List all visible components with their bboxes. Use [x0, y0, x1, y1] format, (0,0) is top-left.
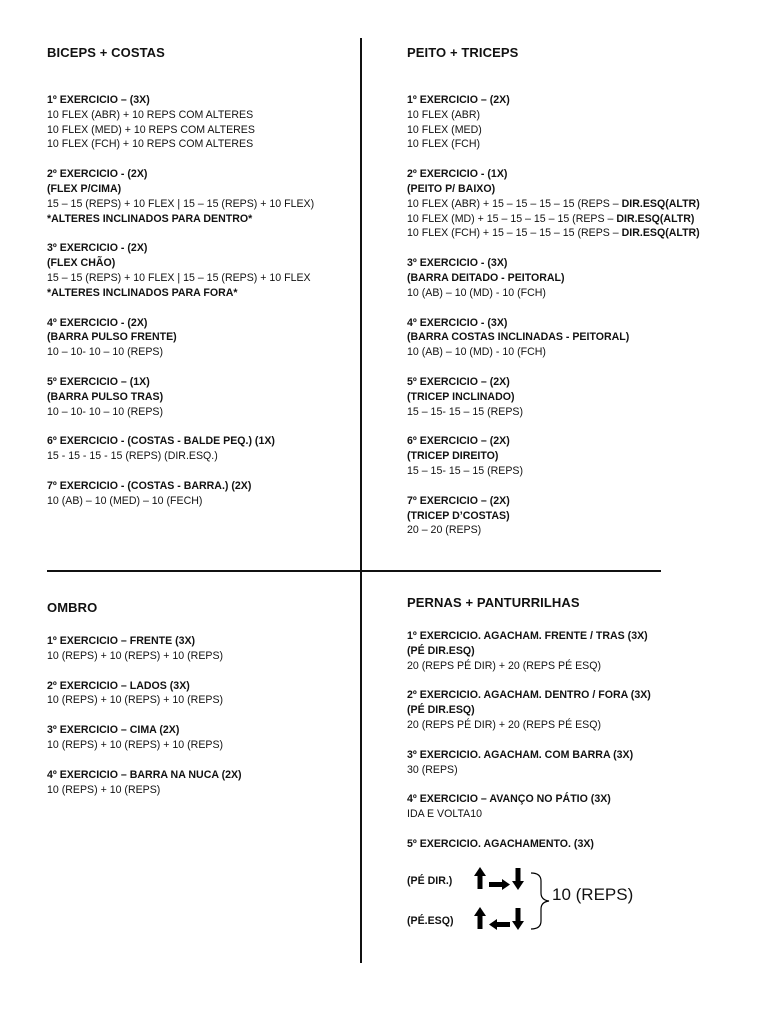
exercise-detail [47, 123, 352, 138]
exercise-heading [47, 212, 352, 227]
line-text: 2º EXERCICIO. AGACHAM. DENTRO / FORA (3X) [407, 689, 651, 702]
exercise-detail [407, 464, 757, 479]
exercise-block [407, 256, 757, 300]
exercise-block [47, 679, 352, 709]
exercise-detail [47, 137, 352, 152]
exercise-heading [407, 509, 757, 524]
line-text: 4º EXERCICIO - (3X) [407, 316, 508, 329]
line-text: 10 FLEX (FCH) + 10 REPS COM ALTERES [47, 138, 254, 151]
exercise-block [47, 241, 352, 300]
exercise-heading [47, 286, 352, 301]
exercise-detail [407, 659, 757, 674]
line-text: (TRICEP D’COSTAS) [407, 509, 510, 522]
exercise-detail [407, 523, 757, 538]
section-title: PERNAS + PANTURRILHAS [407, 595, 580, 610]
line-text: 15 – 15- 15 – 15 (REPS) [407, 405, 524, 418]
section-peito-triceps [407, 46, 757, 553]
section-pernas-panturrilhas [407, 596, 757, 947]
exercise-detail [407, 807, 757, 822]
arrow-down-icon [512, 908, 524, 930]
line-text: 10 FLEX (FCH) + 15 – 15 – 15 – 15 (REPS – [407, 227, 622, 240]
left-foot-arrows [473, 907, 529, 935]
line-text: 10 FLEX (MED) [407, 123, 482, 136]
exercise-detail [407, 718, 757, 733]
exercise-detail [407, 123, 757, 138]
line-text: 20 (REPS PÉ DIR) + 20 (REPS PÉ ESQ) [407, 659, 601, 672]
line-text: 10 (REPS) + 10 (REPS) + 10 (REPS) [47, 649, 224, 662]
exercise-detail [47, 271, 352, 286]
exercise-block [47, 634, 352, 664]
line-text: (TRICEP DIREITO) [407, 450, 499, 463]
exercise-heading [407, 748, 757, 763]
exercise-heading [47, 679, 352, 694]
line-text: 6º EXERCICIO – (2X) [407, 435, 510, 448]
exercise-block [407, 688, 757, 732]
line-text: (BARRA PULSO TRAS) [47, 390, 164, 403]
exercise-list [47, 93, 352, 509]
exercise-heading [47, 256, 352, 271]
exercise-heading [47, 93, 352, 108]
exercise-heading [407, 256, 757, 271]
line-text: 1º EXERCICIO. AGACHAM. FRENTE / TRAS (3X) [407, 630, 648, 642]
exercise-heading [47, 375, 352, 390]
exercise-detail [407, 286, 757, 301]
exercise-heading [47, 241, 352, 256]
exercise-heading [47, 434, 352, 449]
exercise-heading [407, 494, 757, 509]
exercise-heading [407, 703, 757, 718]
exercise-heading [47, 182, 352, 197]
line-text: 20 (REPS PÉ DIR) + 20 (REPS PÉ ESQ) [407, 718, 601, 731]
line-text: (PÉ DIR.ESQ) [407, 704, 475, 717]
exercise-heading [47, 167, 352, 182]
exercise-block [47, 723, 352, 753]
line-text: 3º EXERCICIO - (3X) [407, 257, 508, 270]
exercise-heading [47, 316, 352, 331]
line-text: *ALTERES INCLINADOS PARA DENTRO* [47, 212, 253, 225]
line-text: 1º EXERCICIO – (3X) [47, 94, 150, 106]
line-text: 10 FLEX (FCH) [407, 138, 480, 151]
exercise-heading [47, 768, 352, 783]
exercise-detail [47, 449, 352, 464]
exercise-heading [47, 330, 352, 345]
exercise-block [407, 629, 757, 673]
exercise-detail [47, 108, 352, 123]
line-text: 15 – 15 (REPS) + 10 FLEX | 15 – 15 (REPS) + 10 FLEX) [47, 197, 315, 210]
line-suffix: DIR.ESQ(ALTR) [616, 212, 695, 225]
exercise-block [407, 748, 757, 778]
section-title: OMBRO [47, 600, 98, 615]
line-text: 10 FLEX (MD) + 15 – 15 – 15 – 15 (REPS – [407, 212, 617, 225]
line-text: 10 (AB) – 10 (MED) – 10 (FECH) [47, 494, 203, 507]
right-foot-arrows [473, 867, 529, 895]
exercise-heading [407, 644, 757, 659]
exercise-detail [47, 693, 352, 708]
exercise-block [47, 434, 352, 464]
reps-label: 10 (REPS) [552, 884, 634, 904]
exercise-block [47, 167, 352, 226]
line-text: 10 – 10- 10 – 10 (REPS) [47, 346, 164, 359]
exercise-block [407, 375, 757, 419]
exercise-detail [407, 405, 757, 420]
line-text: (BARRA COSTAS INCLINADAS - PEITORAL) [407, 331, 630, 344]
right-foot-label: (PÉ DIR.) [407, 874, 453, 887]
arrow-down-icon [512, 868, 524, 890]
line-text: 10 (REPS) + 10 (REPS) [47, 783, 161, 796]
line-text: 4º EXERCICIO - (2X) [47, 316, 148, 329]
exercise-block [407, 792, 757, 822]
exercise-detail [47, 345, 352, 360]
exercise-detail [407, 763, 757, 778]
line-text: 20 – 20 (REPS) [407, 524, 482, 537]
line-text: (PEITO P/ BAIXO) [407, 182, 496, 195]
section-title: BICEPS + COSTAS [47, 45, 165, 60]
line-text: 15 - 15 - 15 - 15 (REPS) (DIR.ESQ.) [47, 450, 218, 463]
exercise-heading [47, 390, 352, 405]
exercise-block [47, 316, 352, 360]
exercise-heading [407, 434, 757, 449]
exercise-heading [407, 390, 757, 405]
line-text: 10 (AB) – 10 (MD) - 10 (FCH) [407, 286, 546, 299]
line-text: 10 FLEX (ABR) + 15 – 15 – 15 – 15 (REPS – [407, 197, 622, 210]
arrow-up-icon [474, 907, 486, 929]
arrow-left-icon [489, 919, 510, 930]
line-text: (TRICEP INCLINADO) [407, 390, 515, 403]
exercise-heading [407, 93, 757, 108]
line-text: 10 (REPS) + 10 (REPS) + 10 (REPS) [47, 738, 224, 751]
line-text: 10 (AB) – 10 (MD) - 10 (FCH) [407, 346, 546, 359]
exercise-block [407, 434, 757, 478]
exercise-heading [407, 375, 757, 390]
line-text: 10 (REPS) + 10 (REPS) + 10 (REPS) [47, 694, 224, 707]
exercise-list [407, 93, 757, 538]
exercise-heading [407, 688, 757, 703]
exercise-heading [407, 837, 757, 852]
exercise-block [407, 494, 757, 538]
line-text: 5º EXERCICIO – (1X) [47, 375, 150, 388]
exercise-list [407, 629, 757, 852]
line-text: 15 – 15- 15 – 15 (REPS) [407, 464, 524, 477]
exercise-block [407, 837, 757, 852]
line-text: 4º EXERCICIO – BARRA NA NUCA (2X) [47, 768, 242, 781]
exercise-heading [407, 271, 757, 286]
line-suffix: DIR.ESQ(ALTR) [621, 197, 700, 210]
line-text: 7º EXERCICIO - (COSTAS - BARRA.) (2X) [47, 479, 252, 492]
section-ombro [47, 601, 352, 812]
exercise-detail [47, 405, 352, 420]
line-text: 10 FLEX (ABR) + 10 REPS COM ALTERES [47, 108, 254, 121]
line-text: 1º EXERCICIO – (2X) [407, 94, 510, 106]
exercise-detail [47, 738, 352, 753]
line-text: 4º EXERCICIO – AVANÇO NO PÁTIO (3X) [407, 793, 611, 806]
exercise-block [47, 768, 352, 798]
line-text: IDA E VOLTA10 [407, 808, 482, 821]
exercise-heading [407, 167, 757, 182]
horizontal-divider [47, 570, 661, 572]
exercise-block [407, 93, 757, 152]
line-text: (FLEX P/CIMA) [47, 182, 122, 195]
line-text: 3º EXERCICIO - (2X) [47, 242, 148, 255]
exercise-detail [47, 783, 352, 798]
exercise-detail [47, 197, 352, 212]
exercise-block [47, 375, 352, 419]
exercise-heading [407, 449, 757, 464]
exercise-heading [407, 182, 757, 197]
line-text: 2º EXERCICIO - (2X) [47, 168, 148, 181]
section-biceps-costas [47, 46, 352, 524]
line-text: 2º EXERCICIO - (1X) [407, 168, 508, 181]
brace-icon [529, 871, 553, 931]
exercise-detail [407, 137, 757, 152]
exercise-list [47, 634, 352, 797]
line-text: (FLEX CHÃO) [47, 257, 116, 270]
section-title: PEITO + TRICEPS [407, 45, 519, 60]
exercise-heading [407, 316, 757, 331]
line-text: (BARRA PULSO FRENTE) [47, 331, 177, 344]
exercise-detail [47, 494, 352, 509]
exercise-heading [407, 330, 757, 345]
arrow-up-icon [474, 867, 486, 889]
exercise-detail [407, 345, 757, 360]
line-text: 5º EXERCICIO. AGACHAMENTO. (3X) [407, 837, 594, 850]
exercise-detail [407, 197, 757, 212]
line-text: 5º EXERCICIO – (2X) [407, 375, 510, 388]
line-text: *ALTERES INCLINADOS PARA FORA* [47, 286, 238, 299]
exercise-block [407, 167, 757, 241]
left-foot-label: (PÉ.ESQ) [407, 914, 454, 927]
line-text: 10 FLEX (MED) + 10 REPS COM ALTERES [47, 123, 255, 136]
line-text: 2º EXERCICIO – LADOS (3X) [47, 679, 190, 692]
line-text: 3º EXERCICIO. AGACHAM. COM BARRA (3X) [407, 748, 634, 761]
exercise-heading [47, 723, 352, 738]
line-text: 30 (REPS) [407, 763, 458, 776]
exercise-block [47, 93, 352, 152]
line-text: 7º EXERCICIO – (2X) [407, 494, 510, 507]
arrow-right-icon [489, 879, 510, 890]
exercise-heading [47, 634, 352, 649]
line-text: (BARRA DEITADO - PEITORAL) [407, 271, 565, 284]
line-text: 1º EXERCICIO – FRENTE (3X) [47, 635, 196, 647]
line-text: 3º EXERCICIO – CIMA (2X) [47, 724, 180, 737]
exercise-heading [47, 479, 352, 494]
foot-direction-diagram [407, 867, 757, 947]
line-text: (PÉ DIR.ESQ) [407, 644, 475, 657]
exercise-detail [407, 212, 757, 227]
exercise-block [407, 316, 757, 360]
exercise-heading [407, 792, 757, 807]
exercise-heading [407, 629, 757, 644]
line-text: 10 FLEX (ABR) [407, 108, 481, 121]
line-text: 15 – 15 (REPS) + 10 FLEX | 15 – 15 (REPS) + 10 FLEX [47, 271, 311, 284]
exercise-detail [407, 108, 757, 123]
line-text: 6º EXERCICIO - (COSTAS - BALDE PEQ.) (1X) [47, 435, 275, 448]
exercise-detail [407, 226, 757, 241]
line-text: 10 – 10- 10 – 10 (REPS) [47, 405, 164, 418]
line-suffix: DIR.ESQ(ALTR) [621, 227, 700, 240]
exercise-block [47, 479, 352, 509]
vertical-divider [360, 38, 362, 963]
exercise-detail [47, 649, 352, 664]
